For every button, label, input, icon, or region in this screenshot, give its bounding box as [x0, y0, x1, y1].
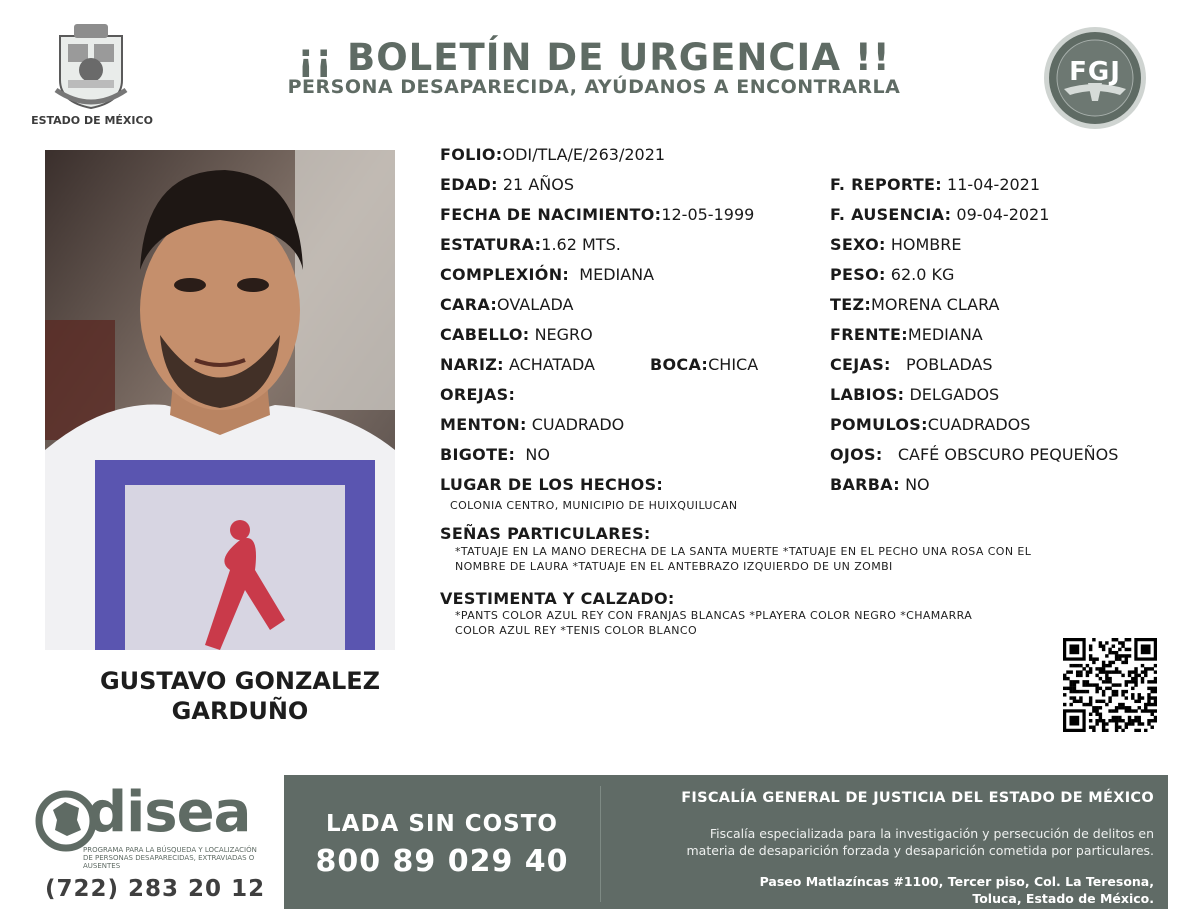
field-labios	[830, 385, 999, 404]
field-bigote-label: BIGOTE:	[440, 445, 516, 464]
field-lugar-value: COLONIA CENTRO, MUNICIPIO DE HUIXQUILUCAN	[450, 499, 738, 512]
field-frente	[830, 325, 983, 344]
footer-divider	[600, 786, 601, 902]
vestimenta-line1: *PANTS COLOR AZUL REY CON FRANJAS BLANCAS *PLAYERA COLOR NEGRO *CHAMARRA	[455, 609, 973, 622]
field-sexo-label: SEXO:	[830, 235, 886, 254]
field-estatura	[440, 235, 621, 254]
field-orejas	[440, 385, 515, 404]
field-peso	[830, 265, 954, 284]
field-labios-label: LABIOS:	[830, 385, 905, 404]
field-cejas	[830, 355, 993, 374]
qr-code[interactable]	[1063, 638, 1157, 732]
vestimenta-line2: COLOR AZUL REY *TENIS COLOR BLANCO	[455, 624, 698, 637]
vestimenta-label	[440, 589, 675, 608]
address-line1: Paseo Matlazíncas #1100, Tercer piso, Col. La Teresona,	[759, 874, 1154, 889]
field-menton-label: MENTON:	[440, 415, 527, 434]
field-frente-value: MEDIANA	[907, 325, 983, 344]
field-complexion-value: MEDIANA	[579, 265, 655, 284]
field-fecha-nacimiento-value: 12-05-1999	[661, 205, 755, 224]
fiscalia-desc-2: materia de desaparición forzada y desaparición cometida por particulares.	[686, 843, 1154, 858]
field-menton-value: CUADRADO	[531, 415, 625, 434]
bulletin-title: ¡¡ BOLETÍN DE URGENCIA !!	[297, 36, 891, 79]
senas-label-text: SEÑAS PARTICULARES:	[440, 524, 651, 543]
address-line2: Toluca, Estado de México.	[972, 891, 1154, 906]
field-f-reporte-label: F. REPORTE:	[830, 175, 942, 194]
field-orejas-label: OREJAS:	[440, 385, 516, 404]
fgj-logo-text: FGJ	[1069, 57, 1121, 87]
field-tez	[830, 295, 999, 314]
field-f-ausencia-label: F. AUSENCIA:	[830, 205, 952, 224]
field-cabello-label: CABELLO:	[440, 325, 530, 344]
field-menton	[440, 415, 624, 434]
field-edad-value: 21 AÑOS	[502, 175, 574, 194]
field-peso-value: 62.0 KG	[890, 265, 955, 284]
field-cabello	[440, 325, 593, 344]
fiscalia-title: FISCALÍA GENERAL DE JUSTICIA DEL ESTADO DE MÉXICO	[681, 790, 1154, 806]
field-cejas-value: POBLADAS	[906, 355, 993, 374]
field-sexo	[830, 235, 961, 254]
field-boca-value: CHICA	[708, 355, 759, 374]
field-cara-value: OVALADA	[497, 295, 574, 314]
person-name-line1: GUSTAVO GONZALEZ	[99, 667, 381, 695]
field-f-ausencia-value: 09-04-2021	[956, 205, 1050, 224]
field-bigote-value: NO	[525, 445, 550, 464]
vestimenta-text	[455, 608, 972, 638]
field-tez-label: TEZ:	[830, 295, 872, 314]
field-folio	[440, 145, 665, 164]
field-pomulos-value: CUADRADOS	[927, 415, 1031, 434]
bulletin-subtitle: PERSONA DESAPARECIDA, AYÚDANOS A ENCONTRARLA	[287, 76, 901, 98]
field-complexion-label: COMPLEXIÓN:	[440, 265, 570, 284]
odisea-desc-2: DE PERSONAS DESAPARECIDAS, EXTRAVIADAS O	[83, 854, 255, 862]
field-ojos	[830, 445, 1118, 464]
fiscalia-address	[606, 873, 1154, 907]
field-nariz	[440, 355, 595, 374]
field-sexo-value: HOMBRE	[890, 235, 962, 254]
field-tez-value: MORENA CLARA	[871, 295, 1000, 314]
senas-text	[455, 544, 1031, 574]
senas-label	[440, 524, 651, 543]
fiscalia-desc-1: Fiscalía especializada para la investigación y persecución de delitos en	[709, 826, 1154, 841]
field-pomulos	[830, 415, 1030, 434]
field-estatura-value: 1.62 MTS.	[541, 235, 621, 254]
senas-line2: NOMBRE DE LAURA *TATUAJE EN EL ANTEBRAZO IZQUIERDO DE UN ZOMBI	[455, 560, 893, 573]
field-peso-label: PESO:	[830, 265, 886, 284]
field-edad	[440, 175, 574, 194]
senas-line1: *TATUAJE EN LA MANO DERECHA DE LA SANTA MUERTE *TATUAJE EN EL PECHO UNA ROSA CON EL	[455, 545, 1032, 558]
field-ojos-label: OJOS:	[830, 445, 883, 464]
field-f-reporte	[830, 175, 1040, 194]
field-boca-label: BOCA:	[650, 355, 709, 374]
field-ojos-value: CAFÉ OBSCURO PEQUEÑOS	[897, 445, 1119, 464]
odisea-desc-3: AUSENTES	[83, 862, 121, 870]
field-barba-value: NO	[905, 475, 930, 494]
field-bigote	[440, 445, 550, 464]
field-f-reporte-value: 11-04-2021	[947, 175, 1041, 194]
fiscalia-description	[606, 825, 1154, 859]
estado-de-mexico-label: ESTADO DE MÉXICO	[31, 114, 153, 127]
lada-label: LADA SIN COSTO	[326, 811, 558, 837]
person-name-line2: GARDUÑO	[171, 697, 309, 725]
odisea-logo	[35, 780, 280, 870]
field-pomulos-label: POMULOS:	[830, 415, 928, 434]
field-frente-label: FRENTE:	[830, 325, 908, 344]
field-cara	[440, 295, 573, 314]
person-photo	[45, 150, 395, 650]
field-boca	[650, 355, 758, 374]
field-barba-label: BARBA:	[830, 475, 900, 494]
field-f-ausencia	[830, 205, 1049, 224]
fgj-logo	[1042, 25, 1148, 131]
field-complexion	[440, 265, 654, 284]
field-barba	[830, 475, 930, 494]
odisea-description	[83, 846, 257, 870]
lada-number[interactable]: 800 89 029 40	[315, 844, 569, 879]
field-fecha-nacimiento-label: FECHA DE NACIMIENTO:	[440, 205, 662, 224]
field-fecha-nacimiento	[440, 205, 754, 224]
field-edad-label: EDAD:	[440, 175, 498, 194]
field-lugar	[440, 475, 663, 494]
vestimenta-label-text: VESTIMENTA Y CALZADO:	[440, 589, 675, 608]
field-labios-value: DELGADOS	[909, 385, 1000, 404]
field-folio-value: ODI/TLA/E/263/2021	[502, 145, 666, 164]
field-estatura-label: ESTATURA:	[440, 235, 542, 254]
field-nariz-value: ACHATADA	[508, 355, 595, 374]
field-cara-label: CARA:	[440, 295, 498, 314]
odisea-wordmark: disea	[87, 780, 251, 845]
field-cejas-label: CEJAS:	[830, 355, 891, 374]
field-lugar-label: LUGAR DE LOS HECHOS:	[440, 475, 664, 494]
field-nariz-label: NARIZ:	[440, 355, 504, 374]
odisea-desc-1: PROGRAMA PARA LA BÚSQUEDA Y LOCALIZACIÓN	[83, 846, 257, 854]
field-folio-label: FOLIO:	[440, 145, 503, 164]
field-cabello-value: NEGRO	[534, 325, 593, 344]
person-name	[60, 666, 420, 726]
odisea-phone[interactable]: (722) 283 20 12	[45, 876, 266, 902]
